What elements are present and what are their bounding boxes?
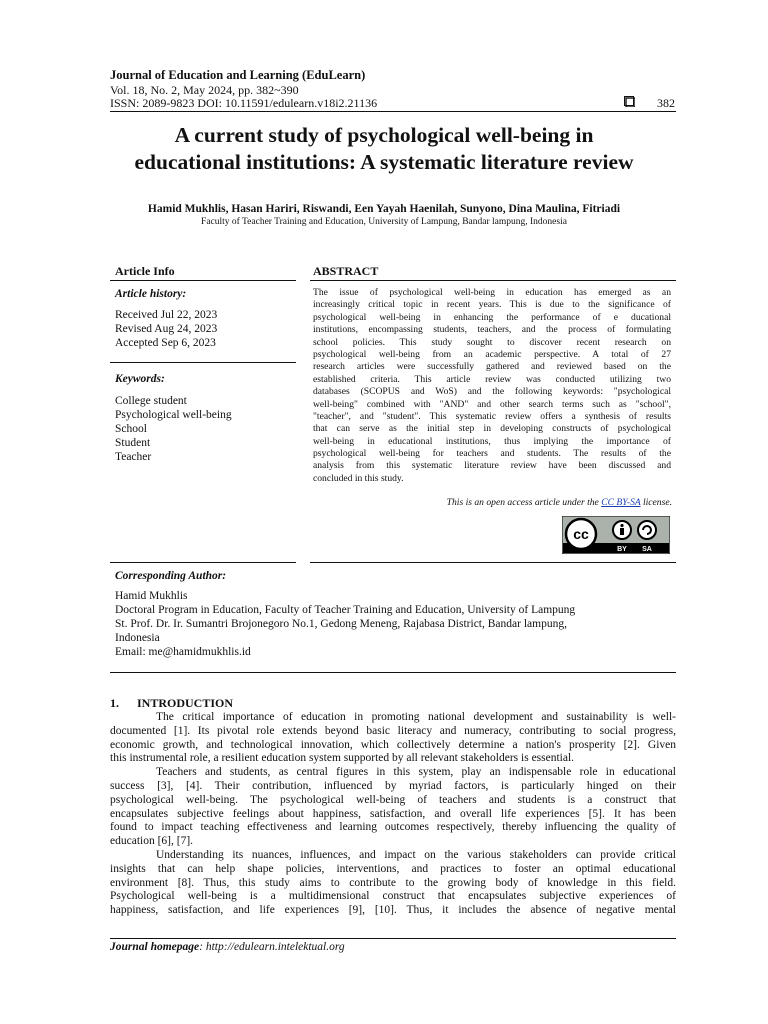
body-line: education [6], [7]. [110, 835, 194, 848]
abstract-line: school policies. This study sought to discover recent research on [313, 336, 671, 348]
journal-homepage [110, 941, 345, 953]
affiliation: Faculty of Teacher Training and Education, University of Lampung, Bandar lampung, Indonesia [201, 217, 567, 227]
homepage-label: Journal homepage [110, 941, 200, 953]
keyword-item: School [115, 423, 147, 435]
corr-rule-left [110, 562, 296, 563]
corr-line: Hamid Mukhlis [115, 590, 188, 602]
introduction-body [110, 711, 676, 918]
corresponding-heading: Corresponding Author: [115, 570, 227, 582]
by-label: BY [617, 546, 627, 553]
license-prefix: This is an open access article under the [446, 497, 602, 508]
homepage-url[interactable]: : http://edulearn.intelektual.org [199, 941, 345, 953]
title-line-2: educational institutions: A systematic literature review [134, 150, 634, 174]
body-line: Teachers and students, as central figures in this system, play an indispensable role in educational [156, 766, 676, 779]
abstract-line: concluded in this study. [313, 472, 404, 484]
issn-line: ISSN: 2089-9823 DOI: 10.11591/edulearn.v18i2.21136 [110, 96, 378, 110]
keyword-item: College student [115, 395, 187, 407]
introduction-heading: 1. INTRODUCTION [110, 696, 234, 710]
license-line [447, 497, 672, 508]
body-line: insights that can help shape policies, interventions, and practices to foster an optimal educational [110, 862, 676, 875]
abstract-rule [310, 280, 676, 281]
abstract-line: analysis from this systematic literature review have been discussed and [313, 460, 671, 472]
license-link[interactable]: CC BY-SA [601, 497, 641, 508]
abstract-body [313, 287, 671, 485]
history-received: Received Jul 22, 2023 [115, 309, 218, 321]
keywords-list [115, 394, 232, 464]
corr-line: Indonesia [115, 632, 160, 644]
body-line: happiness, satisfaction, and life experiences [9], [10]. Thus, it includes the absence of negative mental [110, 904, 676, 917]
body-line: documented [1]. Its pivotal role extends beyond basic literacy and numeracy, contributing to social progress, [110, 724, 676, 737]
corr-bottom-rule [110, 672, 676, 673]
license-suffix: license. [640, 497, 672, 508]
abstract-line: The issue of psychological well-being in education has emerged as an [313, 287, 671, 298]
history-list [115, 308, 217, 350]
abstract-line: established criteria. This article review was conducted utilizing two [313, 373, 671, 385]
keyword-item: Student [115, 437, 151, 449]
abstract-line: well-being" combined with "AND" and other search terms such as "school", [313, 398, 671, 410]
header-rule [110, 111, 676, 112]
history-heading: Article history: [115, 288, 187, 300]
abstract-line: psychological well-being in enhancing the performance of e ducational [313, 311, 671, 323]
body-line: psychological well-being. The psychological well-being of teachers and students is a construct that [110, 793, 676, 806]
abstract-line: "teacher", and "student". This systematic review offers a synthesis of results [313, 410, 671, 422]
cc-label: cc [573, 526, 589, 542]
body-line: success [3], [4]. Their contribution, influenced by myriad factors, is particularly hinged on their [110, 779, 676, 792]
body-line: The critical importance of education in promoting national development and sustainability is well- [156, 711, 676, 723]
corr-line: St. Prof. Dr. Ir. Sumantri Brojonegoro No.1, Gedong Meneng, Rajabasa District, Bandar lampung, [115, 618, 567, 630]
article-info-rule [110, 280, 296, 281]
body-line: Psychological well-being is a multidimensional construct that encapsulates subjective experiences of [110, 890, 676, 903]
abstract-line: databases (SCOPUS and WoS) and the following keywords: "psychological [313, 386, 671, 398]
keyword-item: Psychological well-being [115, 409, 232, 421]
page-number: 382 [657, 96, 675, 110]
body-line: environment [8]. Thus, this study aims to contribute to the growing body of knowledge in this field. [110, 876, 676, 889]
volume-line: Vol. 18, No. 2, May 2024, pp. 382~390 [110, 83, 299, 97]
body-line: encapsulates subjective feelings about happiness, satisfaction, and overall life experiences [5]. It has been [110, 807, 676, 820]
paper-title [80, 122, 688, 176]
keywords-heading: Keywords: [115, 373, 165, 385]
corresponding-details [115, 589, 575, 659]
authors: Hamid Mukhlis, Hasan Hariri, Riswandi, Een Yayah Haenilah, Sunyono, Dina Maulina, Fitriadi [147, 203, 621, 215]
abstract-line: psychological well-being for teachers and students. The results of the [313, 448, 671, 460]
body-line: found to impact teaching effectiveness and learning outcomes respectively, thereby influencing the quality of [110, 821, 676, 834]
abstract-line: institutions, encompassing students, teachers, and the process of formulating [313, 324, 671, 336]
history-rule [110, 362, 296, 363]
article-info-heading: Article Info [115, 264, 175, 278]
sa-label: SA [642, 546, 652, 553]
history-accepted: Accepted Sep 6, 2023 [115, 337, 216, 349]
history-revised: Revised Aug 24, 2023 [115, 323, 218, 335]
journal-name: Journal of Education and Learning (EduLearn) [110, 68, 366, 82]
cc-by-sa-badge-icon[interactable] [562, 516, 670, 554]
corr-line: Email: me@hamidmukhlis.id [115, 646, 251, 658]
body-line: this instrumental role, a resilient education system supported by all relevant stakeholders is essential. [110, 752, 575, 765]
abstract-line: that can serve as the initial step in developing constructs of psychological [313, 423, 671, 435]
title-line-1: A current study of psychological well-being in [174, 123, 594, 147]
abstract-heading: ABSTRACT [313, 264, 379, 278]
body-line: Understanding its nuances, influences, and impact on the various stakeholders can provide critical [156, 848, 676, 861]
abstract-line: increasingly critical topic in recent years. This is due to the significance of [313, 299, 671, 311]
abstract-line: well-being in educational institutions, thus implying the importance of [313, 435, 671, 447]
corr-rule-right [310, 562, 676, 563]
body-line: economic growth, and technological innovation, which collectively determine a nation's prosperity [2]. Given [110, 738, 676, 751]
abstract-line: research articles were successfully gathered and reviewed based on the [313, 361, 671, 373]
footer-rule [110, 938, 676, 939]
keyword-item: Teacher [115, 451, 152, 463]
square-bullet-icon [624, 96, 635, 107]
abstract-line: psychological well-being from an academic perspective. A total of 27 [313, 348, 671, 360]
corr-line: Doctoral Program in Education, Faculty of Teacher Training and Education, University of Lampung [115, 604, 576, 616]
